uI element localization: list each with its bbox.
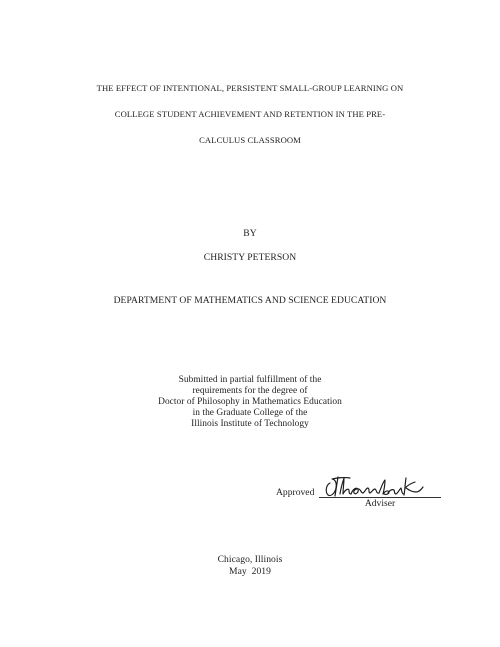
title-line-2: COLLEGE STUDENT ACHIEVEMENT AND RETENTION IN THE PRE- bbox=[114, 109, 386, 119]
adviser-label: Adviser bbox=[364, 498, 396, 509]
by-label: BY bbox=[243, 228, 257, 239]
title-line-3: CALCULUS CLASSROOM bbox=[199, 135, 301, 145]
date-label: May 2019 bbox=[228, 566, 272, 577]
submission-line-5: Illinois Institute of Technology bbox=[191, 419, 309, 429]
title-line-1: THE EFFECT OF INTENTIONAL, PERSISTENT SMALL-GROUP LEARNING ON bbox=[96, 83, 404, 93]
submission-line-4: in the Graduate College of the bbox=[192, 408, 308, 418]
submission-line-1: Submitted in partial fulfillment of the bbox=[178, 375, 322, 385]
place-label: Chicago, Illinois bbox=[217, 554, 283, 565]
approved-label: Approved bbox=[276, 487, 315, 498]
author-name: CHRISTY PETERSON bbox=[203, 252, 297, 263]
department-name: DEPARTMENT OF MATHEMATICS AND SCIENCE EDUCATION bbox=[113, 295, 387, 306]
submission-line-2: requirements for the degree of bbox=[192, 386, 308, 396]
submission-line-3: Doctor of Philosophy in Mathematics Education bbox=[158, 397, 342, 407]
